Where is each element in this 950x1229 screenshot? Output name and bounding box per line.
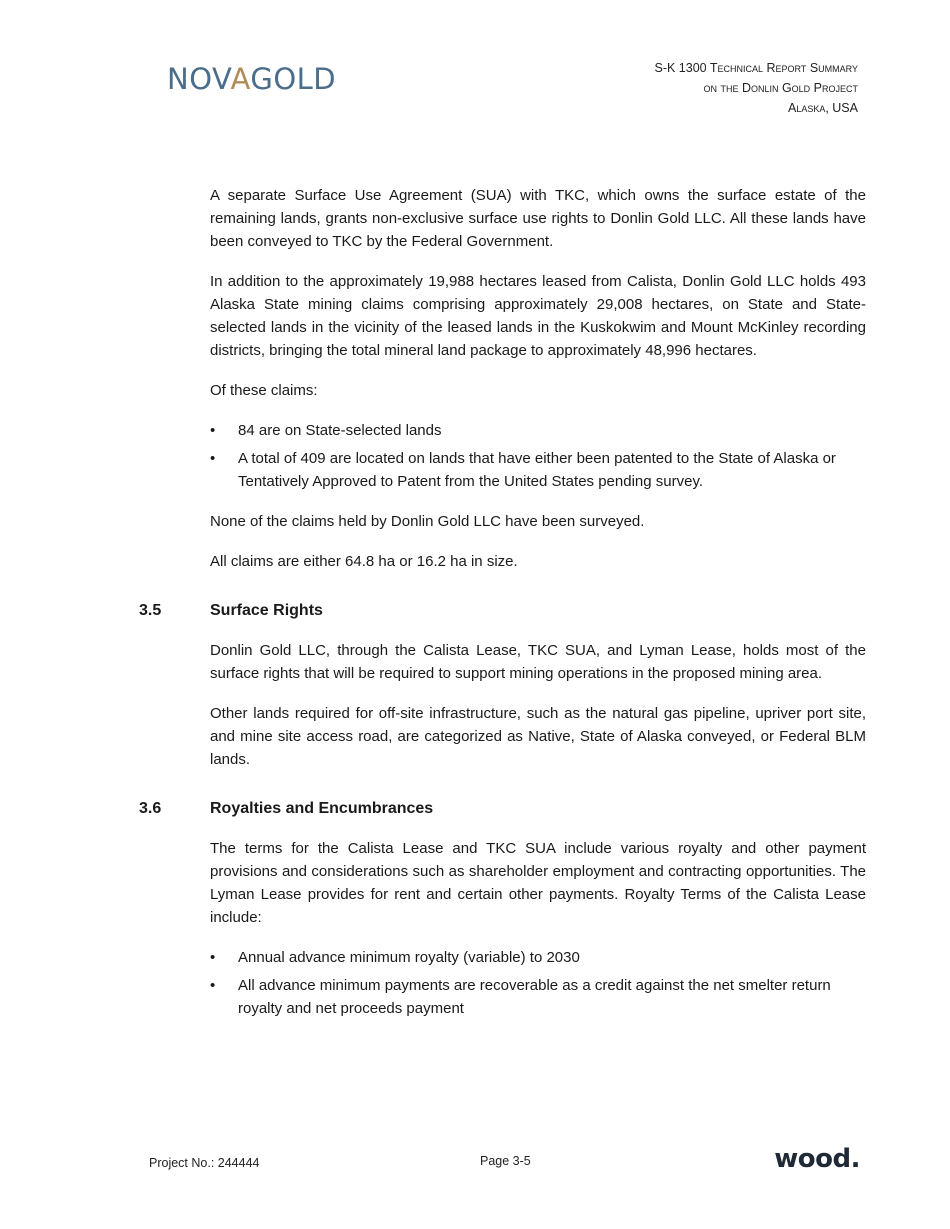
paragraph-other-lands: Other lands required for off-site infrastructure, such as the natural gas pipeline, upriver port site, and mine site access road, are categorized as Native, State of Alaska conveyed, or Federal BLM lands. xyxy=(210,705,866,768)
document-body xyxy=(139,184,866,1037)
report-header xyxy=(655,58,859,118)
header-line-1: S-K 1300 Technical Report Summary xyxy=(654,61,858,75)
paragraph-sua: A separate Surface Use Agreement (SUA) with TKC, which owns the surface estate of the remaining lands, grants non-exclusive surface use rights to Donlin Gold LLC. All these lands have been conveyed to TKC by the Federal Government. xyxy=(210,187,866,250)
list-item: • A total of 409 are located on lands that have either been patented to the State of Alaska or Tentatively Approved to Patent from the United States pending survey. xyxy=(210,450,836,490)
list-item: • Annual advance minimum royalty (variable) to 2030 xyxy=(210,949,580,966)
list-item: • 84 are on State-selected lands xyxy=(210,422,442,439)
paragraph-claims: In addition to the approximately 19,988 hectares leased from Calista, Donlin Gold LLC holds 493 Alaska State mining claims comprising approximately 29,008 hectares, on State and State-selected lands in the vicinity of the leased lands in the Kuskokwim and Mount McKinley recording districts, bringing the total mineral land package to approximately 48,996 hectares. xyxy=(210,273,866,359)
wood-logo: wood. xyxy=(774,1144,860,1174)
list-item: • All advance minimum payments are recoverable as a credit against the net smelter return royalty and net proceeds payment xyxy=(210,977,831,1017)
header-line-3: Alaska, USA xyxy=(787,101,858,115)
header-line-2: on the Donlin Gold Project xyxy=(703,81,858,95)
paragraph-royalty-terms: The terms for the Calista Lease and TKC SUA include various royalty and other payment provisions and considerations such as shareholder employment and contracting opportunities. The Lyman Lease provides for rent and certain other payments. Royalty Terms of the Calista Lease include: xyxy=(210,840,866,926)
project-number: Project No.: 244444 xyxy=(149,1156,260,1170)
section-heading-3-5 xyxy=(139,599,866,622)
paragraph-of-these-claims: Of these claims: xyxy=(210,382,318,399)
section-title: Surface Rights xyxy=(210,602,323,619)
section-number: 3.5 xyxy=(139,602,162,619)
section-heading-3-6 xyxy=(139,797,866,820)
section-number: 3.6 xyxy=(139,800,162,817)
page-number: Page 3-5 xyxy=(480,1154,531,1168)
novagold-logo: NOVAGOLD xyxy=(167,62,337,96)
claims-list xyxy=(210,419,866,493)
royalty-list xyxy=(210,946,866,1020)
paragraph-claim-size: All claims are either 64.8 ha or 16.2 ha in size. xyxy=(210,553,518,570)
paragraph-surface-rights: Donlin Gold LLC, through the Calista Lease, TKC SUA, and Lyman Lease, holds most of the surface rights that will be required to support mining operations in the proposed mining area. xyxy=(210,642,866,682)
section-title: Royalties and Encumbrances xyxy=(210,800,434,817)
paragraph-surveyed: None of the claims held by Donlin Gold LLC have been surveyed. xyxy=(210,513,645,530)
